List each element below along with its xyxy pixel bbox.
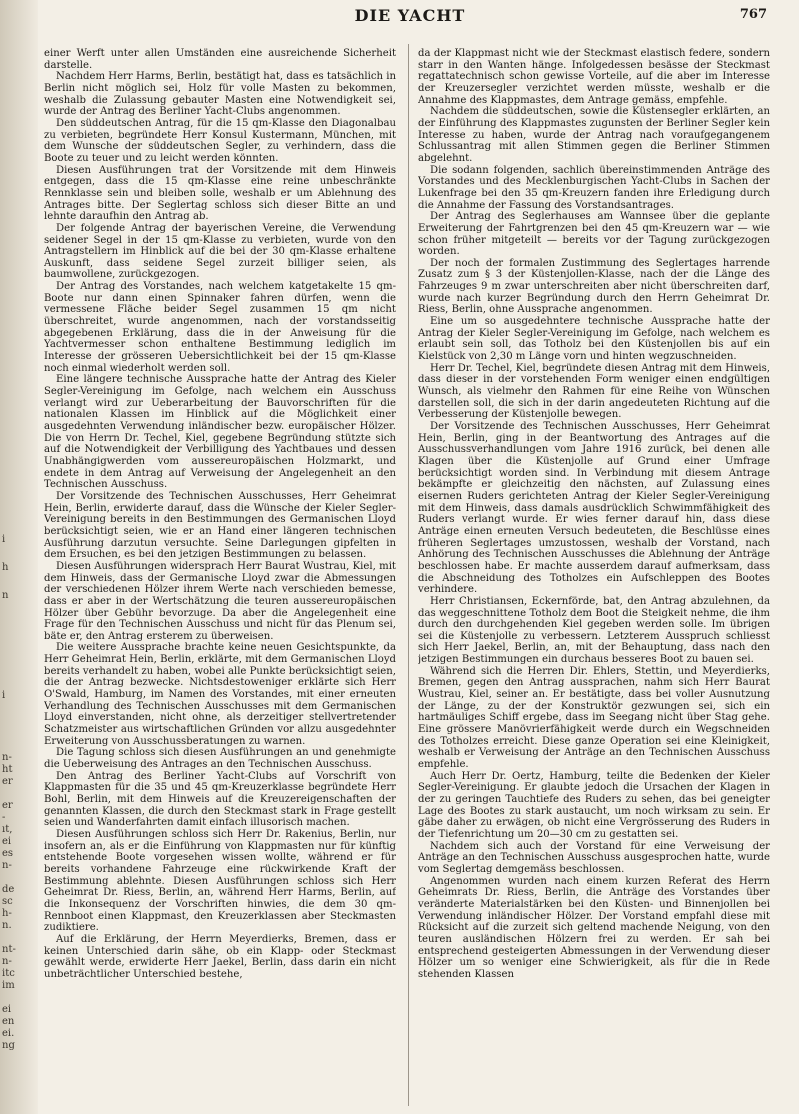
gutter-fragment: - (2, 812, 6, 823)
paragraph: Der Vorsitzende des Technischen Ausschusses, Herr Geheimrat Hein, Berlin, ging in der Beantwortung des Antrages auf die Ausschussverhandlungen vom Jahre 1916 zurück, bei denen alle Klagen über die Küstenjolle auf Grund einer Umfrage berücksichtigt worden sind. In Verbindung mit diesem Antrage bekämpfte er gleichzeitig den nächsten, auf Zulassung eines eisernen Ruders gerichteten Antrag der Kieler Segler-Vereinigung mit dem Hinweis, dass damals ausdrücklich Schwimmfähigkeit des Ruders verlangt wurde. Er wies ferner darauf hin, dass diese Anträge einen erneuten Versuch bedeuteten, die Beschlüsse eines früheren Seglertages umzustossen, weshalb der Vorstand, nach Anhörung des Technischen Ausschusses die Ablehnung der Anträge beschlossen habe. Er machte ausserdem darauf aufmerksam, dass die Abschneidung des Totholzes ein Aufschleppen des Bootes verhindere. (418, 421, 770, 596)
paragraph: Der Antrag des Seglerhauses am Wannsee über die geplante Erweiterung der Fahrtgrenzen bei den 45 qm-Kreuzern war — wie schon früher mitgeteilt — bereits vor der Tagung zurückgezogen worden. (418, 211, 770, 258)
right-column (418, 48, 770, 1110)
running-title: DIE YACHT (354, 6, 466, 25)
gutter-fragment: er (2, 776, 13, 787)
left-column (44, 48, 396, 1110)
gutter-fragment: h- (2, 908, 12, 919)
paragraph: Diesen Ausführungen trat der Vorsitzende mit dem Hinweis entgegen, dass die 15 qm-Klasse eine reine unbeschränkte Rennklasse sein und bleiben solle, weshalb er um Ablehnung des Antrages bitte. Der Seglertag schloss sich dieser Bitte an und lehnte daraufhin den Antrag ab. (44, 164, 396, 223)
paragraph: Während sich die Herren Dir. Ehlers, Stettin, und Meyerdierks, Bremen, gegen den Antrag aussprachen, nahm sich Herr Baurat Wustrau, Kiel, seiner an. Er bestätigte, dass bei voller Ausnutzung der Länge, zu der der Konstruktör gezwungen sei, sich ein hartmäuliges Schiff ergebe, dass im Seegang nicht über Stag gehe. Eine grössere Manövrierfähigkeit werde durch ein Wegschneiden des Totholzes erreicht. Diese ganze Operation sei eine Kleinigkeit, weshalb er Verweisung der Anträge an den Technischen Ausschuss empfehle. (418, 665, 770, 771)
gutter-fragment: im (2, 980, 15, 991)
gutter-fragment: n (2, 590, 9, 601)
gutter-fragment: en (2, 1016, 15, 1027)
paragraph: Der Antrag des Vorstandes, nach welchem katgetakelte 15 qm-Boote nur dann einen Spinnaker fahren dürfen, wenn die vermessene Fläche beider Segel zusammen 15 qm nicht überschreitet, wurde angenommen, nach der vorstandsseitig abgegebenen Erklärung, dass die in der Anweisung für die Yachtvermesser schon enthaltene Bestimmung lediglich im Interesse der grösseren Uebersichtlichkeit bei der 15 qm-Klasse noch einmal wiederholt werden soll. (44, 281, 396, 374)
gutter-fragment: i (2, 534, 6, 545)
gutter-fragment: nt- (2, 944, 16, 955)
gutter-fragment: sc (2, 896, 13, 907)
gutter-fragment: de (2, 884, 15, 895)
paragraph: Eine längere technische Aussprache hatte der Antrag des Kieler Segler-Vereinigung im Gefolge, nach welchem ein Ausschuss verlangt wird zur Ueberarbeitung der Bauvorschriften für die nationalen Klassen im Hinblick auf die Möglichkeit einer ausgedehnten Verwendung inländischer bezw. europäischer Hölzer. Die von Herrn Dr. Techel, Kiel, gegebene Begründung stützte sich auf die Notwendigkeit der Verbilligung des Yachtbaues und dessen Unabhängigwerden vom aussereuropäischen Holzmarkt, und endete in dem Antrag auf Verweisung der Angelegenheit an den Technischen Ausschuss. (44, 374, 396, 491)
paragraph: Die weitere Aussprache brachte keine neuen Gesichtspunkte, da Herr Geheimrat Hein, Berlin, erklärte, mit dem Germanischen Lloyd bereits verhandelt zu haben, wobei alle Punkte berücksichtigt seien, die der Antrag bezwecke. Nichtsdestoweniger erklärte sich Herr O'Swald, Hamburg, im Namen des Vorstandes, mit einer erneuten Verhandlung des Technischen Ausschusses mit dem Germanischen Lloyd einverstanden, nicht ohne, als derzeitiger stellvertretender Schatzmeister aus wirtschaftlichen Gründen vor allzu ausgedehnter Erweiterung von Ausschussberatungen zu warnen. (44, 642, 396, 747)
gutter-fragment: es (2, 848, 14, 859)
page-number: 767 (739, 7, 767, 22)
adjacent-page-gutter (0, 0, 38, 1114)
paragraph: Diesen Ausführungen widersprach Herr Baurat Wustrau, Kiel, mit dem Hinweis, dass der Germanische Lloyd zwar die Abmessungen der verschiedenen Hölzer ihrem Werte nach verschieden bemesse, dass er aber in der Wertschätzung die teuren aussereuropäischen Hölzer über Gebühr bevorzuge. Da aber die Angelegenheit eine Frage für den Technischen Ausschuss und nicht für das Plenum sei, bäte er, den Antrag ersterem zu überweisen. (44, 560, 396, 642)
paragraph: Nachdem Herr Harms, Berlin, bestätigt hat, dass es tatsächlich in Berlin nicht möglich sei, Holz für volle Masten zu bekommen, weshalb die Zulassung gebauter Masten eine Notwendigkeit sei, wurde der Antrag des Berliner Yacht-Clubs angenommen. (44, 71, 396, 118)
paragraph: Der noch der formalen Zustimmung des Seglertages harrende Zusatz zum § 3 der Küstenjollen-Klasse, nach der die Länge des Fahrzeuges 9 m zwar unterschreiten aber nicht überschreiten darf, wurde nach kurzer Begründung durch den Herrn Geheimrat Dr. Riess, Berlin, ohne Aussprache angenommen. (418, 257, 770, 316)
paragraph: Eine um so ausgedehntere technische Aussprache hatte der Antrag der Kieler Segler-Vereinigung im Gefolge, nach welchem es erlaubt sein soll, das Totholz bei den Küstenjollen bis auf ein Kielstück von 2,30 m Länge vorn und hinten wegzuschneiden. (418, 316, 770, 363)
paragraph: da der Klappmast nicht wie der Steckmast elastisch federe, sondern starr in den Wanten hänge. Infolgedessen besässe der Steckmast regattatechnisch schon gewisse Vorteile, auf die aber im Interesse der Kreuzersegler verzichtet werden müsste, weshalb er die Annahme des Klappmastes, dem Antrage gemäss, empfehle. (418, 48, 770, 106)
paragraph: Den süddeutschen Antrag, für die 15 qm-Klasse den Diagonalbau zu verbieten, begründete Herr Konsul Kustermann, München, mit dem Wunsche der süddeutschen Segler, zu verhindern, dass die Boote zu teuer und zu leicht werden könnten. (44, 117, 396, 164)
column-divider (408, 44, 409, 1106)
paragraph: Herr Christiansen, Eckernförde, bat, den Antrag abzulehnen, da das weggeschnittene Totholz dem Boot die Steigkeit nehme, die ihm durch den durchgehenden Kiel gegeben werden solle. Im übrigen sei die Küstenjolle zu verbessern. Letzterem Ausspruch schliesst sich Herr Jaekel, Berlin, an, mit der Behauptung, dass nach den jetzigen Bestimmungen ein durchaus besseres Boot zu bauen sei. (418, 595, 770, 666)
paragraph: Die sodann folgenden, sachlich übereinstimmenden Anträge des Vorstandes und des Mecklenburgischen Yacht-Clubs in Sachen der Lukenfrage bei den 35 qm-Kreuzern fanden ihre Erledigung durch die Annahme der Fassung des Vorstandsantrages. (418, 164, 770, 211)
gutter-fragment: ng (2, 1040, 15, 1051)
paragraph: Herr Dr. Techel, Kiel, begründete diesen Antrag mit dem Hinweis, dass dieser in der vorstehenden Form weniger einen endgültigen Wunsch, als vielmehr den Rahmen für eine Reihe von Wünschen darstellen soll, die sich in der darin angedeuteten Richtung auf die Verbesserung der Küstenjolle bewegen. (418, 362, 770, 421)
gutter-fragment: h (2, 562, 9, 573)
paragraph: Diesen Ausführungen schloss sich Herr Dr. Rakenius, Berlin, nur insofern an, als er die Einführung von Klappmasten nur für künftig entstehende Boote vorgesehen wissen wollte, während er für bereits vorhandene Fahrzeuge eine rückwirkende Kraft der Bestimmung ablehnte. Diesen Ausführungen schloss sich Herr Geheimrat Dr. Riess, Berlin, an, während Herr Harms, Berlin, auf die Inkonsequenz der Vorschriften hinwies, die dem 30 qm-Rennboot einen Klappmast, den Kreuzerklassen aber Steckmasten zudiktiere. (44, 828, 396, 934)
paragraph: Angenommen wurden nach einem kurzen Referat des Herrn Geheimrats Dr. Riess, Berlin, die Anträge des Vorstandes über veränderte Materialstärken bei den Küsten- und Binnenjollen bei Verwendung inländischer Hölzer. Der Vorstand empfahl diese mit Rücksicht auf die zurzeit sich geltend machende Neigung, von den teuren ausländischen Hölzern frei zu werden. Er sah bei entsprechend gesteigerten Abmessungen in der Verwendung dieser Hölzer um so weniger eine Schwierigkeit, als für die in Rede stehenden Klassen (418, 875, 770, 980)
paragraph: einer Werft unter allen Umständen eine ausreichende Sicherheit darstelle. (44, 48, 396, 71)
gutter-fragment: n- (2, 956, 12, 967)
gutter-fragment: ei (2, 1004, 12, 1015)
gutter-fragment: itc (2, 968, 15, 979)
gutter-fragment: n. (2, 920, 12, 931)
gutter-fragment: ht (2, 764, 13, 775)
gutter-fragment: n- (2, 860, 12, 871)
gutter-fragment: n- (2, 752, 12, 763)
paragraph: Der folgende Antrag der bayerischen Vereine, die Verwendung seidener Segel in der 15 qm-Klasse zu verbieten, wurde von den Antragstellern im Hinblick auf die bei der 30 qm-Klasse erhaltene Auskunft, dass seidene Segel zurzeit billiger seien, als baumwollene, zurückgezogen. (44, 222, 396, 281)
gutter-fragment: i (2, 690, 6, 701)
gutter-fragment: ıt, (2, 824, 13, 835)
paragraph: Nachdem sich auch der Vorstand für eine Verweisung der Anträge an den Technischen Ausschuss ausgesprochen hatte, wurde vom Seglertag demgemäss beschlossen. (418, 840, 770, 875)
paragraph: Auf die Erklärung, der Herrn Meyerdierks, Bremen, dass er keinen Unterschied darin sähe, ob ein Klapp- oder Steckmast gewählt werde, erwiderte Herr Jaekel, Berlin, dass darin ein nicht unbeträchtlicher Unterschied bestehe, (44, 933, 396, 980)
paragraph: Nachdem die süddeutschen, sowie die Küstensegler erklärten, an der Einführung des Klappmastes zugunsten der Berliner Segler kein Interesse zu haben, wurde der Antrag nach voraufgegangenem Schlussantrag mit allen Stimmen gegen die Berliner Stimmen abgelehnt. (418, 106, 770, 164)
paragraph: Den Antrag des Berliner Yacht-Clubs auf Vorschrift von Klappmasten für die 35 und 45 qm-Kreuzerklasse begründete Herr Bohl, Berlin, mit dem Hinweis auf die Kreuzereigenschaften der genannten Klassen, die durch den Steckmast stark in Frage gestellt seien und Wanderfahrten damit einfach illusorisch machen. (44, 770, 396, 829)
gutter-fragment: ei. (2, 1028, 15, 1039)
paragraph: Der Vorsitzende des Technischen Ausschusses, Herr Geheimrat Hein, Berlin, erwiderte darauf, dass die Wünsche der Kieler Segler-Vereinigung bereits in den Bestimmungen des Germanischen Lloyd berücksichtigt seien, wie er an Hand einer längeren technischen Ausführung darzutun versuchte. Seine Darlegungen gipfelten in dem Ersuchen, es bei den jetzigen Bestimmungen zu belassen. (44, 490, 396, 561)
paragraph: Die Tagung schloss sich diesen Ausführungen an und genehmigte die Ueberweisung des Antrages an den Technischen Ausschuss. (44, 747, 396, 771)
gutter-fragment: er (2, 800, 13, 811)
paragraph: Auch Herr Dr. Oertz, Hamburg, teilte die Bedenken der Kieler Segler-Vereinigung. Er glaubte jedoch die Ursachen der Klagen in der zu geringen Tauchtiefe des Ruders zu sehen, das bei geneigter Lage des Bootes zu stark austaucht, um noch wirksam zu sein. Er gäbe daher zu erwägen, ob nicht eine Vergrösserung des Ruders in der Tiefenrichtung um 20—30 cm zu gestatten sei. (418, 770, 770, 840)
gutter-fragment: ei (2, 836, 12, 847)
